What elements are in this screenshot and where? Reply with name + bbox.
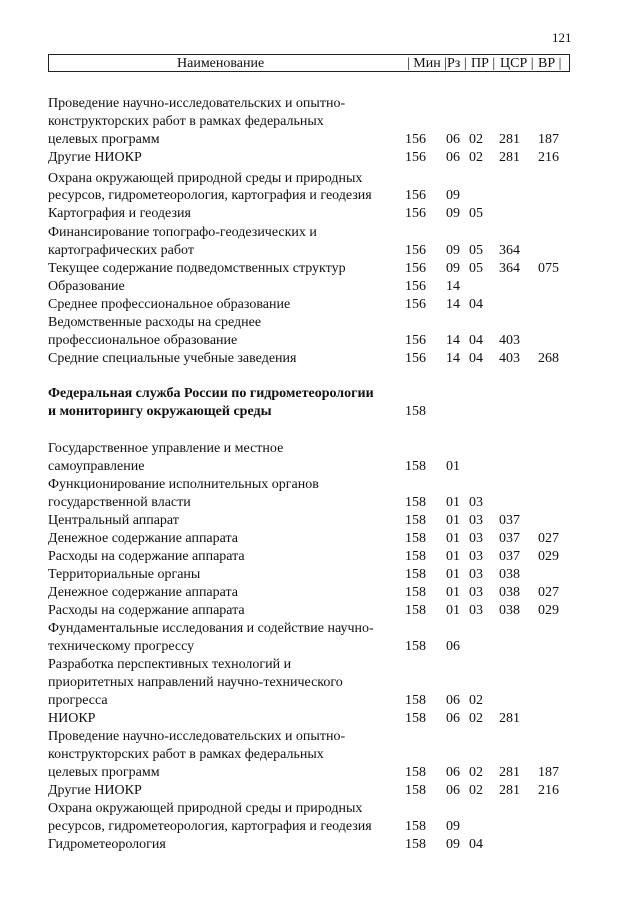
cell-min: 156 — [405, 132, 426, 147]
cell-pr: 03 — [469, 603, 483, 618]
cell-rz: 14 — [446, 297, 460, 312]
cell-min: 158 — [405, 513, 426, 528]
cell-name: техническому прогрессу — [48, 639, 195, 654]
cell-name: Денежное содержание аппарата — [48, 585, 239, 600]
table-row — [0, 385, 640, 403]
cell-pr: 03 — [469, 585, 483, 600]
cell-name: Охрана окружающей природной среды и природных — [48, 171, 363, 186]
table-row — [0, 476, 640, 494]
cell-name: Другие НИОКР — [48, 150, 142, 165]
cell-csr: 037 — [499, 531, 520, 546]
cell-pr: 03 — [469, 549, 483, 564]
table-row — [0, 620, 640, 638]
cell-pr: 04 — [469, 837, 483, 852]
cell-name: Расходы на содержание аппарата — [48, 549, 245, 564]
cell-name: Финансирование топографо-геодезических и — [48, 225, 317, 240]
table-row — [0, 260, 640, 278]
table-row — [0, 746, 640, 764]
cell-name: профессиональное образование — [48, 333, 238, 348]
page-number: 121 — [552, 30, 572, 45]
cell-pr: 05 — [469, 261, 483, 276]
cell-name: Текущее содержание подведомственных структур — [48, 261, 346, 276]
table-row — [0, 638, 640, 656]
header-csr: ЦСР | — [500, 56, 534, 71]
cell-name: самоуправление — [48, 459, 145, 474]
cell-pr: 05 — [469, 206, 483, 221]
cell-csr: 403 — [499, 351, 520, 366]
table-row — [0, 836, 640, 854]
table-row — [0, 566, 640, 584]
table-row — [0, 548, 640, 566]
cell-rz: 09 — [446, 206, 460, 221]
cell-min: 156 — [405, 243, 426, 258]
cell-pr: 05 — [469, 243, 483, 258]
table-row — [0, 692, 640, 710]
table-row — [0, 512, 640, 530]
cell-min: 158 — [405, 567, 426, 582]
cell-pr: 02 — [469, 783, 483, 798]
table-row — [0, 224, 640, 242]
table-row — [0, 782, 640, 800]
cell-rz: 06 — [446, 711, 460, 726]
cell-min: 158 — [405, 693, 426, 708]
cell-min: 158 — [405, 585, 426, 600]
table-row — [0, 818, 640, 836]
cell-rz: 01 — [446, 549, 460, 564]
table-row — [0, 113, 640, 131]
cell-name: НИОКР — [48, 711, 96, 726]
cell-min: 156 — [405, 150, 426, 165]
cell-csr: 281 — [499, 132, 520, 147]
cell-vr: 187 — [538, 765, 559, 780]
cell-name: Охрана окружающей природной среды и природных — [48, 801, 363, 816]
cell-pr: 04 — [469, 333, 483, 348]
cell-pr: 02 — [469, 711, 483, 726]
cell-vr: 029 — [538, 549, 559, 564]
cell-csr: 281 — [499, 765, 520, 780]
cell-pr: 03 — [469, 513, 483, 528]
table-row — [0, 278, 640, 296]
cell-pr: 03 — [469, 531, 483, 546]
cell-name: Фундаментальные исследования и содействие научно- — [48, 621, 374, 636]
table-row — [0, 458, 640, 476]
table-row — [0, 350, 640, 368]
cell-csr: 281 — [499, 711, 520, 726]
cell-rz: 09 — [446, 837, 460, 852]
cell-min: 158 — [405, 459, 426, 474]
cell-min: 158 — [405, 837, 426, 852]
cell-rz: 06 — [446, 765, 460, 780]
cell-min: 156 — [405, 333, 426, 348]
cell-min: 156 — [405, 206, 426, 221]
cell-name: конструкторских работ в рамках федеральных — [48, 747, 324, 762]
cell-name: Расходы на содержание аппарата — [48, 603, 245, 618]
header-rz: Рз | — [447, 56, 467, 71]
cell-csr: 364 — [499, 243, 520, 258]
cell-csr: 281 — [499, 150, 520, 165]
cell-min: 156 — [405, 261, 426, 276]
cell-rz: 14 — [446, 333, 460, 348]
cell-vr: 029 — [538, 603, 559, 618]
table-row — [0, 656, 640, 674]
cell-csr: 403 — [499, 333, 520, 348]
cell-csr: 038 — [499, 603, 520, 618]
cell-min: 158 — [405, 711, 426, 726]
cell-rz: 06 — [446, 150, 460, 165]
table-row — [0, 764, 640, 782]
cell-min: 156 — [405, 188, 426, 203]
table-row — [0, 602, 640, 620]
table-row — [0, 187, 640, 205]
cell-vr: 027 — [538, 531, 559, 546]
cell-csr: 037 — [499, 513, 520, 528]
cell-name: Проведение научно-исследовательских и опытно- — [48, 729, 346, 744]
cell-name: приоритетных направлений научно-технического — [48, 675, 343, 690]
table-row — [0, 728, 640, 746]
cell-name: государственной власти — [48, 495, 191, 510]
table-row — [0, 530, 640, 548]
cell-name: и мониторингу окружающей среды — [48, 404, 272, 419]
cell-vr: 027 — [538, 585, 559, 600]
table-row — [0, 242, 640, 260]
table-row — [0, 440, 640, 458]
header-pr: ПР | — [471, 56, 496, 71]
cell-csr: 364 — [499, 261, 520, 276]
header-min: | Мин | — [407, 56, 448, 71]
table-row — [0, 332, 640, 350]
cell-pr: 03 — [469, 495, 483, 510]
table-row — [0, 403, 640, 421]
cell-name: картографических работ — [48, 243, 194, 258]
cell-vr: 075 — [538, 261, 559, 276]
cell-pr: 02 — [469, 150, 483, 165]
cell-name: Гидрометеорология — [48, 837, 166, 852]
cell-rz: 14 — [446, 279, 460, 294]
cell-min: 158 — [405, 603, 426, 618]
cell-name: ресурсов, гидрометеорология, картография и геодезия — [48, 819, 372, 834]
cell-name: Ведомственные расходы на среднее — [48, 315, 262, 330]
header-vr: ВР | — [538, 56, 562, 71]
cell-min: 158 — [405, 531, 426, 546]
cell-min: 158 — [405, 495, 426, 510]
cell-pr: 04 — [469, 351, 483, 366]
cell-rz: 14 — [446, 351, 460, 366]
cell-rz: 06 — [446, 639, 460, 654]
cell-pr: 02 — [469, 693, 483, 708]
cell-name: Среднее профессиональное образование — [48, 297, 291, 312]
cell-csr: 038 — [499, 567, 520, 582]
cell-name: Территориальные органы — [48, 567, 201, 582]
cell-rz: 01 — [446, 495, 460, 510]
table-row — [0, 710, 640, 728]
cell-name: Денежное содержание аппарата — [48, 531, 239, 546]
table-row — [0, 149, 640, 167]
cell-min: 158 — [405, 783, 426, 798]
cell-min: 158 — [405, 404, 426, 419]
cell-csr: 038 — [499, 585, 520, 600]
cell-name: Федеральная служба России по гидрометеорологии — [48, 386, 374, 401]
cell-rz: 01 — [446, 603, 460, 618]
table-row — [0, 170, 640, 188]
cell-name: Проведение научно-исследовательских и опытно- — [48, 96, 346, 111]
table-row — [0, 494, 640, 512]
cell-name: Образование — [48, 279, 125, 294]
cell-pr: 02 — [469, 132, 483, 147]
cell-rz: 09 — [446, 261, 460, 276]
cell-name: Государственное управление и местное — [48, 441, 284, 456]
cell-min: 158 — [405, 819, 426, 834]
cell-rz: 09 — [446, 243, 460, 258]
cell-name: Разработка перспективных технологий и — [48, 657, 292, 672]
cell-name: Функционирование исполнительных органов — [48, 477, 319, 492]
table-row — [0, 800, 640, 818]
table-row — [0, 95, 640, 113]
cell-pr: 03 — [469, 567, 483, 582]
cell-name: ресурсов, гидрометеорология, картография и геодезия — [48, 188, 372, 203]
cell-rz: 01 — [446, 531, 460, 546]
cell-min: 158 — [405, 639, 426, 654]
cell-name: конструкторских работ в рамках федеральных — [48, 114, 324, 129]
header-name: Наименование — [177, 56, 265, 71]
cell-rz: 01 — [446, 459, 460, 474]
cell-min: 156 — [405, 351, 426, 366]
table-row — [0, 296, 640, 314]
cell-name: целевых программ — [48, 765, 160, 780]
cell-vr: 216 — [538, 783, 559, 798]
cell-min: 156 — [405, 297, 426, 312]
cell-rz: 09 — [446, 819, 460, 834]
cell-name: Картография и геодезия — [48, 206, 191, 221]
cell-rz: 06 — [446, 693, 460, 708]
cell-name: прогресса — [48, 693, 108, 708]
cell-name: целевых программ — [48, 132, 160, 147]
cell-vr: 268 — [538, 351, 559, 366]
cell-pr: 04 — [469, 297, 483, 312]
cell-name: Центральный аппарат — [48, 513, 179, 528]
table-row — [0, 205, 640, 223]
cell-name: Средние специальные учебные заведения — [48, 351, 297, 366]
cell-rz: 06 — [446, 783, 460, 798]
cell-rz: 01 — [446, 513, 460, 528]
cell-min: 158 — [405, 549, 426, 564]
cell-rz: 01 — [446, 567, 460, 582]
cell-name: Другие НИОКР — [48, 783, 142, 798]
cell-rz: 09 — [446, 188, 460, 203]
table-row — [0, 584, 640, 602]
cell-min: 158 — [405, 765, 426, 780]
cell-csr: 037 — [499, 549, 520, 564]
table-row — [0, 314, 640, 332]
table-row — [0, 131, 640, 149]
cell-rz: 01 — [446, 585, 460, 600]
cell-vr: 216 — [538, 150, 559, 165]
cell-vr: 187 — [538, 132, 559, 147]
cell-min: 156 — [405, 279, 426, 294]
cell-csr: 281 — [499, 783, 520, 798]
cell-pr: 02 — [469, 765, 483, 780]
cell-rz: 06 — [446, 132, 460, 147]
table-row — [0, 674, 640, 692]
